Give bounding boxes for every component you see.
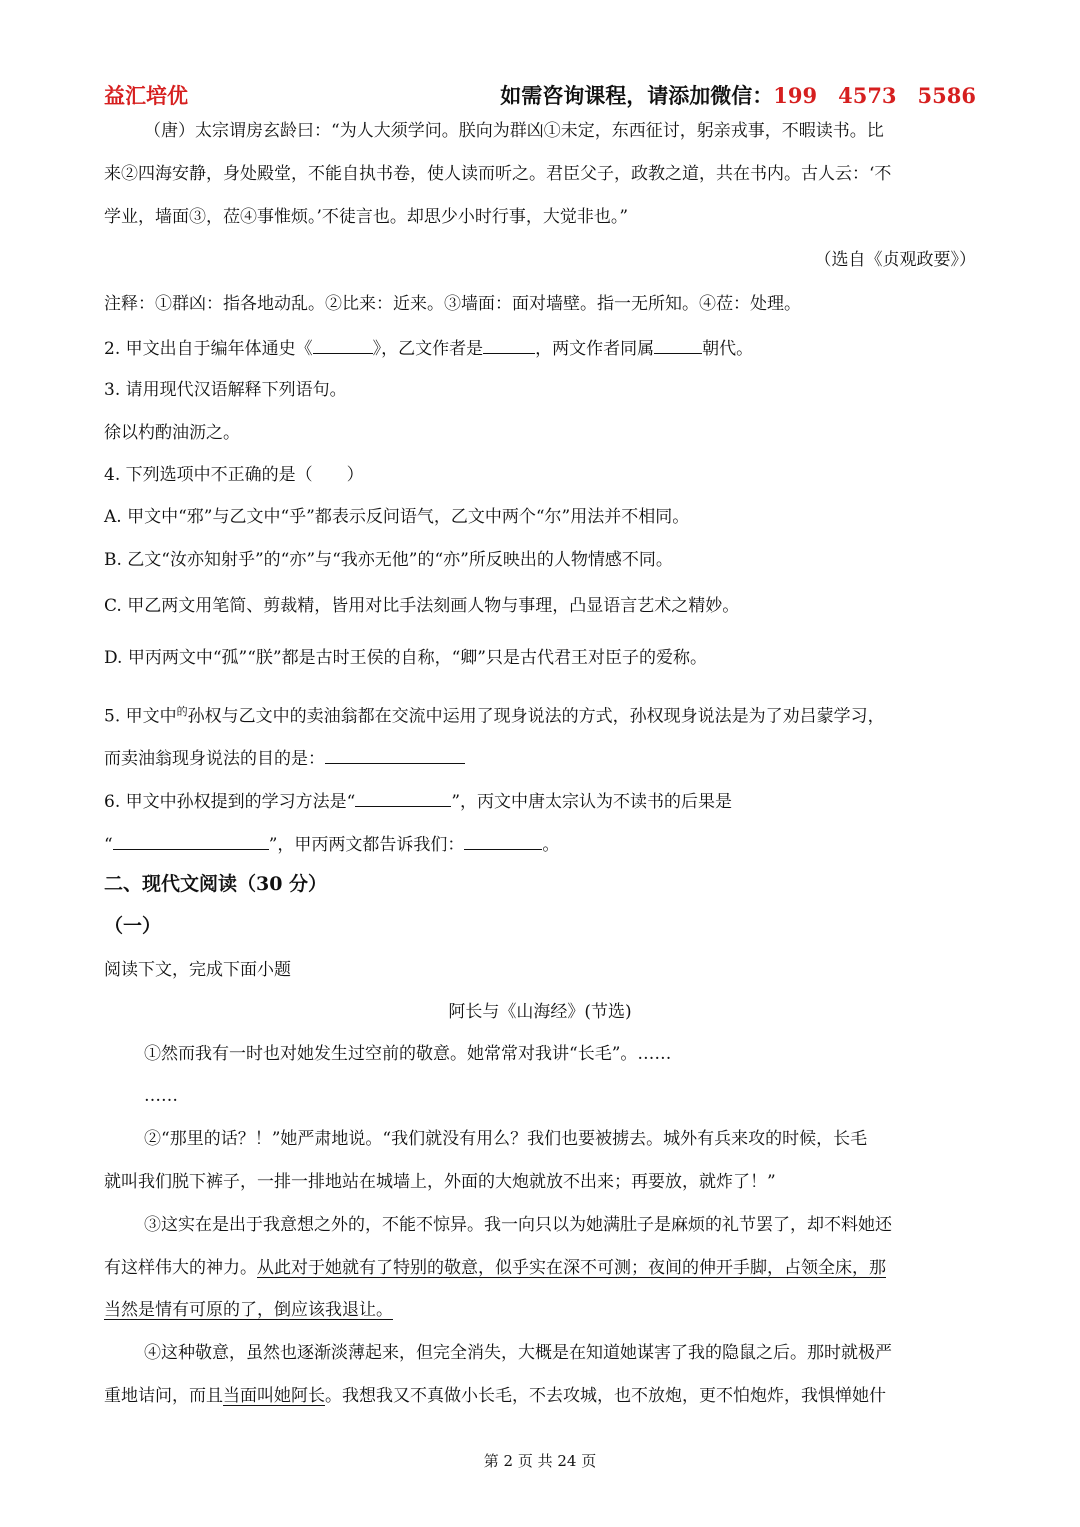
q6-text-e: 。 — [542, 835, 560, 855]
q5-superscript: 的 — [176, 705, 188, 718]
paragraph-3-text: 有这样伟大的神力。 — [104, 1258, 257, 1278]
section-2-subtitle: （一） — [104, 915, 162, 937]
passage-bing-line-1: （唐）太宗谓房玄龄曰：“为人大须学问。朕向为群凶①未定，东西征讨，躬亲戎事，不暇读书。比 — [144, 121, 884, 141]
underlined-phrase: 当面叫她阿长 — [223, 1386, 325, 1406]
contact-info — [500, 80, 976, 110]
q5-blank[interactable] — [325, 745, 465, 764]
q6-text-b: ”，丙文中唐太宗认为不读书的后果是 — [451, 792, 733, 812]
paragraph-4-text-a: 重地诘问，而且 — [104, 1386, 223, 1406]
option-b: B. 乙文“汝亦知射乎”的“亦”与“我亦无他”的“亦”所反映出的人物情感不同。 — [104, 550, 673, 570]
option-c: C. 甲乙两文用笔简、剪裁精，皆用对比手法刻画人物与事理，凸显语言艺术之精妙。 — [104, 596, 740, 616]
underlined-sentence: 从此对于她就有了特别的敬意，似乎实在深不可测；夜间的伸开手脚，占领全床，那 — [257, 1258, 886, 1278]
paragraph-4-line-2 — [104, 1384, 976, 1408]
reading-instruction: 阅读下文，完成下面小题 — [104, 960, 291, 980]
q5-text-b: 孙权与乙文中的卖油翁都在交流中运用了现身说法的方式，孙权现身说法是为了劝吕蒙学习， — [187, 706, 885, 727]
page-number: 第 2 页 共 24 页 — [483, 1452, 597, 1470]
option-a: A. 甲文中“邪”与乙文中“乎”都表示反问语气，乙文中两个“尔”用法并不相同。 — [104, 507, 690, 527]
annotations: 注释：①群凶：指各地动乱。②比来：近来。③墙面：面对墙壁。指一无所知。④莅：处理。 — [104, 294, 801, 314]
question-6 — [104, 788, 976, 814]
q2-blank-3[interactable] — [654, 335, 702, 354]
q6-blank-2[interactable] — [113, 831, 269, 850]
q6-text-d: ”，甲丙两文都告诉我们： — [268, 835, 465, 855]
q6-text-c: “ — [104, 835, 113, 855]
question-3-sentence: 徐以杓酌油沥之。 — [104, 423, 240, 443]
q6-blank-3[interactable] — [464, 831, 542, 850]
paragraph-4-text-b: 。我想我又不真做小长毛，不去攻城，也不放炮，更不怕炮炸，我惧惮她什 — [325, 1386, 886, 1406]
q5-text-a: 5. 甲文中 — [104, 706, 177, 727]
q2-blank-1[interactable] — [313, 335, 373, 354]
option-d: D. 甲丙两文中“孤”“朕”都是古时王侯的自称，“卿”只是古代君王对臣子的爱称。 — [104, 648, 707, 668]
q2-blank-2[interactable] — [483, 335, 535, 354]
paragraph-3-line-3 — [104, 1298, 976, 1322]
q6-blank-1[interactable] — [355, 788, 451, 807]
ellipsis-line: …… — [144, 1086, 178, 1106]
passage-source: （选自《贞观政要》） — [814, 250, 976, 270]
q2-text-c: ，两文作者同属 — [535, 339, 655, 359]
q2-text-b: 》，乙文作者是 — [372, 339, 484, 359]
paragraph-3-line-1: ③这实在是出于我意想之外的，不能不惊异。我一向只以为她满肚子是麻烦的礼节罢了，却不料她还 — [144, 1215, 892, 1235]
passage-title: 阿长与《山海经》(节选) — [448, 1002, 632, 1022]
section-2-title: 二、现代文阅读（30 分） — [104, 873, 328, 895]
q2-text-d: 朝代。 — [702, 339, 754, 359]
underlined-sentence-end: 当然是情有可原的了，倒应该我退让。 — [104, 1300, 393, 1320]
passage-bing-line-3: 学业，墙面③，莅④事惟烦。’不徒言也。却思少小时行事，大觉非也。” — [104, 207, 629, 227]
wechat-phone: 199 4573 5586 — [773, 83, 976, 108]
paragraph-2-line-1: ②“那里的话？！”她严肃地说。“我们就没有用么？我们也要被掳去。城外有兵来攻的时候，长毛 — [144, 1129, 868, 1149]
question-3: 3. 请用现代汉语解释下列语句。 — [104, 380, 347, 400]
contact-label: 如需咨询课程，请添加微信： — [500, 83, 774, 108]
page-header — [104, 80, 976, 114]
question-4: 4. 下列选项中不正确的是（ ） — [104, 465, 364, 485]
passage-bing-line-2: 来②四海安静，身处殿堂，不能自执书卷，使人读而听之。君臣父子，政教之道，共在书内。古人云：‘不 — [104, 164, 892, 184]
question-5 — [104, 700, 976, 729]
question-6-continued — [104, 831, 976, 857]
q2-text-a: 2. 甲文出自于编年体通史《 — [104, 339, 313, 359]
paragraph-2-line-2: 就叫我们脱下裤子，一排一排地站在城墙上，外面的大炮就放不出来；再要放，就炸了！” — [104, 1172, 776, 1192]
paragraph-4-line-1: ④这种敬意，虽然也逐渐淡薄起来，但完全消失，大概是在知道她谋害了我的隐鼠之后。那时就极严 — [144, 1343, 892, 1363]
paragraph-3-line-2 — [104, 1256, 976, 1280]
question-2 — [104, 335, 976, 361]
paragraph-1: ①然而我有一时也对她发生过空前的敬意。她常常对我讲“长毛”。…… — [144, 1044, 672, 1064]
q6-text-a: 6. 甲文中孙权提到的学习方法是“ — [104, 792, 356, 812]
q5-text-c: 而卖油翁现身说法的目的是： — [104, 749, 325, 769]
brand-name: 益汇培优 — [104, 83, 188, 108]
question-5-continued — [104, 745, 976, 771]
